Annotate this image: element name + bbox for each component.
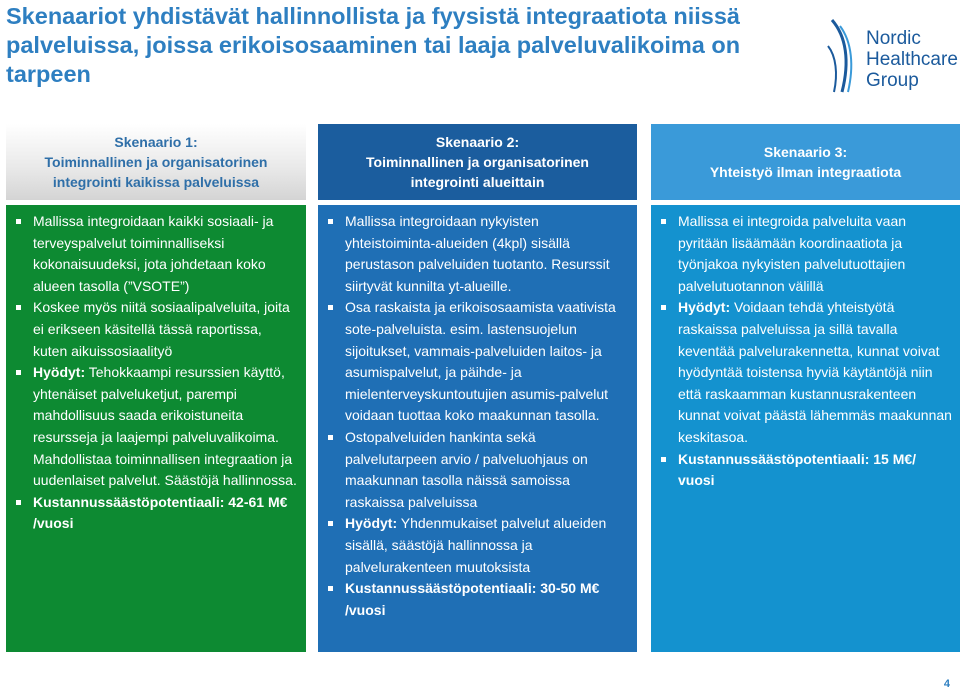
bullet-item: Kustannussäästöpotentiaali: 42-61 M€ /vuosi (14, 492, 298, 535)
logo-line: Healthcare (866, 49, 958, 70)
header-line: Skenaario 2: (435, 134, 520, 150)
bullet-item: Kustannussäästöpotentiaali: 30-50 M€ /vuosi (326, 578, 629, 621)
header-line: integrointi alueittain (410, 174, 545, 190)
bullet-item: Ostopalveluiden hankinta sekä palvelutarpeen arvio / palveluohjaus on maakunnan tasolla näissä samoissa raskaissa palveluissa (326, 427, 629, 513)
scenario-3-header (651, 124, 960, 200)
title-line: Skenaariot yhdistävät hallinnollista ja fyysistä integraatiota niissä (6, 3, 740, 29)
scenario-2-header (318, 124, 637, 200)
bullet-item: Osa raskaista ja erikoisosaamista vaativista sote-palveluista. esim. lastensuojelun sijoitukset, vammais-palveluiden laitos- ja asumispalvelut, ja päihde- ja mielenterveyskuntoutujien asumis-palvelut voidaan tuottaa koko maakunnan tasolla. (326, 297, 629, 427)
scenario-3-body (651, 205, 960, 652)
header-line: Yhteistyö ilman integraatiota (709, 164, 902, 180)
page-number: 4 (943, 678, 950, 690)
nordic-healthcare-group-logo (826, 16, 960, 96)
header-line: integrointi kaikissa palveluissa (52, 174, 260, 190)
bullet-item: Hyödyt: Voidaan tehdä yhteistyötä raskaissa palveluissa ja sillä tavalla keventää palvelurakennetta, kunnat voivat hyödyntää toistensa hyviä käytäntöjä niin että raskaamman kustannusrakenteen kunnat voivat päästä lähemmäs maakunnan keskitasoa. (659, 297, 952, 448)
title-line: tarpeen (6, 61, 91, 87)
scenario-1-body (6, 205, 306, 652)
bullet-item: Mallissa integroidaan nykyisten yhteistoiminta-alueiden (4kpl) sisällä perustason palveluiden tuotanto. Resurssit siirtyvät kunnilta yt-alueille. (326, 211, 629, 297)
header-line: Toiminnallinen ja organisatorinen (366, 154, 589, 170)
bullet-item: Hyödyt: Yhdenmukaiset palvelut alueiden sisällä, säästöjä hallinnossa ja palvelurakenteen muutoksista (326, 513, 629, 578)
header-line: Skenaario 1: (114, 134, 198, 150)
logo-swoosh-icon (826, 16, 866, 96)
header-line: Skenaario 3: (763, 144, 848, 160)
bullet-item: Hyödyt: Tehokkaampi resurssien käyttö, yhtenäiset palveluketjut, parempi mahdollisuus saada erikoistuneita resursseja ja laajempi palveluvalikoima. Mahdollistaa toiminnallisen integraation ja uudenlaiset palvelut. Säästöjä hallinnossa. (14, 362, 298, 492)
logo-line: Nordic (866, 28, 921, 49)
bullet-item: Mallissa integroidaan kaikki sosiaali- ja terveyspalvelut toiminnalliseksi kokonaisuudeksi, jota johdetaan koko alueen tasolla (”VSOTE”) (14, 211, 298, 297)
scenario-2-body (318, 205, 637, 652)
header-line: Toiminnallinen ja organisatorinen (44, 154, 268, 170)
page-title (6, 2, 796, 89)
bullet-item: Koskee myös niitä sosiaalipalveluita, joita ei erikseen käsitellä tässä raportissa, kuten aikuissosiaalityö (14, 297, 298, 362)
bullet-item: Kustannussäästöpotentiaali: 15 M€/ vuosi (659, 449, 952, 492)
scenario-1-header (6, 124, 306, 200)
logo-line: Group (866, 70, 919, 91)
title-line: palveluissa, joissa erikoisosaaminen tai laaja palveluvalikoima on (6, 32, 741, 58)
bullet-item: Mallissa ei integroida palveluita vaan pyritään lisäämään koordinaatiota ja työnjakoa nykyisten palvelutuottajien palvelutuotannon välillä (659, 211, 952, 297)
logo-wordmark (866, 28, 958, 91)
